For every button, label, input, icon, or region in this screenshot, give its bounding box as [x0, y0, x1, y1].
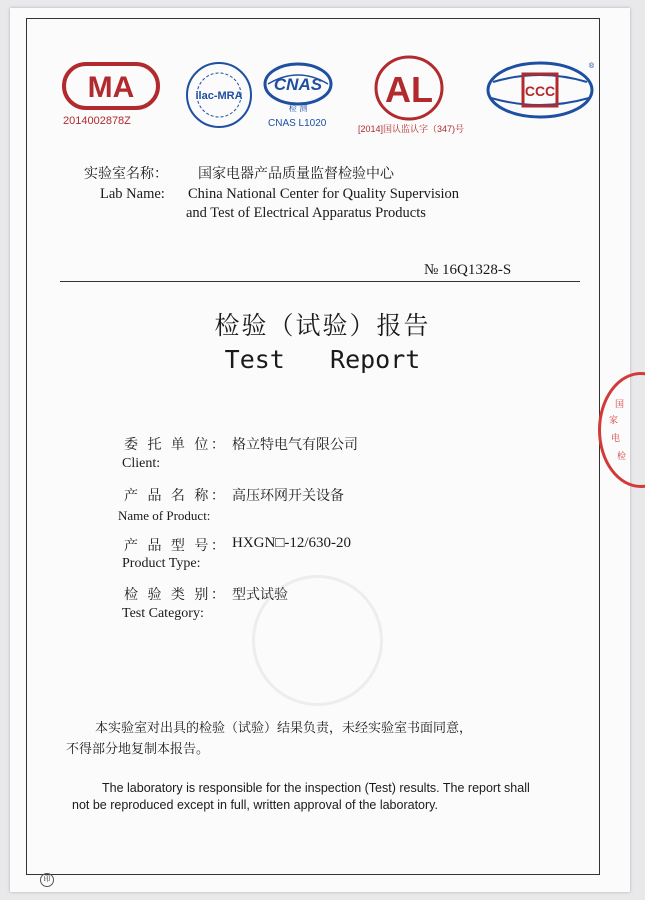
- disclaimer-cn-line1: 本实验室对出具的检验（试验）结果负责，未经实验室书面同意，: [95, 721, 473, 736]
- ilac-mra-text: ilac-MRA: [195, 90, 243, 102]
- cnas-logo: [262, 60, 334, 116]
- cal-logo-text: AL: [385, 69, 433, 110]
- faint-seal-watermark: [252, 575, 383, 706]
- product-name-label-en: Name of Product:: [118, 508, 211, 523]
- header-divider: [60, 281, 580, 282]
- client-value: 格立特电气有限公司: [232, 437, 358, 453]
- cnas-sub-text: 检 测: [288, 104, 308, 112]
- product-type-label-cn: 产 品 型 号：: [124, 538, 228, 554]
- report-number: № 16Q1328-S: [424, 262, 512, 278]
- cnas-code: CNAS L1020: [268, 118, 327, 129]
- category-label-cn: 检 验 类 别：: [124, 587, 228, 603]
- disclaimer-en-line2: not be reproduced except in full, written approval of the laboratory.: [72, 798, 438, 812]
- category-label-en: Test Category:: [122, 606, 204, 621]
- product-type-label-en: Product Type:: [122, 556, 201, 571]
- report-title-en: Test Report: [224, 345, 421, 374]
- client-label-cn: 委 托 单 位：: [124, 437, 228, 453]
- cnas-logo-text: CNAS: [273, 75, 323, 94]
- cma-logo: [62, 62, 160, 114]
- cma-logo-text: MA: [87, 71, 135, 104]
- ccc-logo-text: CCC: [524, 83, 556, 99]
- disclaimer-cn-line2: 不得部分地复制本报告。: [66, 742, 210, 757]
- product-type-value: HXGN□-12/630-20: [232, 535, 352, 551]
- stamp-char-3: 电: [611, 434, 621, 444]
- product-name-label-cn: 产 品 名 称：: [124, 488, 228, 504]
- category-value: 型式试验: [232, 587, 288, 603]
- cal-number: [2014]国认监认字（347)号: [358, 124, 465, 134]
- lab-name-cn: 国家电器产品质量监督检验中心: [198, 166, 394, 182]
- cma-number: 2014002878Z: [63, 115, 131, 127]
- disclaimer-en-line1: The laboratory is responsible for the inspection (Test) results. The report shall: [102, 781, 530, 795]
- client-label-en: Client:: [122, 456, 161, 471]
- ilac-mra-logo: [184, 60, 254, 134]
- cal-logo: [373, 54, 445, 126]
- stamp-char-1: 国: [615, 400, 625, 410]
- report-title-cn: 检验（试验）报告: [214, 311, 431, 340]
- registered-mark-icon: ®: [588, 62, 595, 70]
- lab-label-cn: 实验室名称：: [84, 166, 168, 182]
- lab-name-en-line1: China National Center for Quality Supervision: [188, 186, 460, 202]
- ccc-logo: [485, 60, 595, 124]
- lab-label-en: Lab Name:: [100, 186, 165, 202]
- stamp-char-4: 检: [617, 452, 627, 462]
- footer-mark-icon: 印: [40, 873, 54, 887]
- lab-name-en-line2: and Test of Electrical Apparatus Products: [186, 205, 426, 221]
- product-name-value: 高压环网开关设备: [232, 488, 344, 504]
- stamp-char-2: 家: [609, 416, 619, 426]
